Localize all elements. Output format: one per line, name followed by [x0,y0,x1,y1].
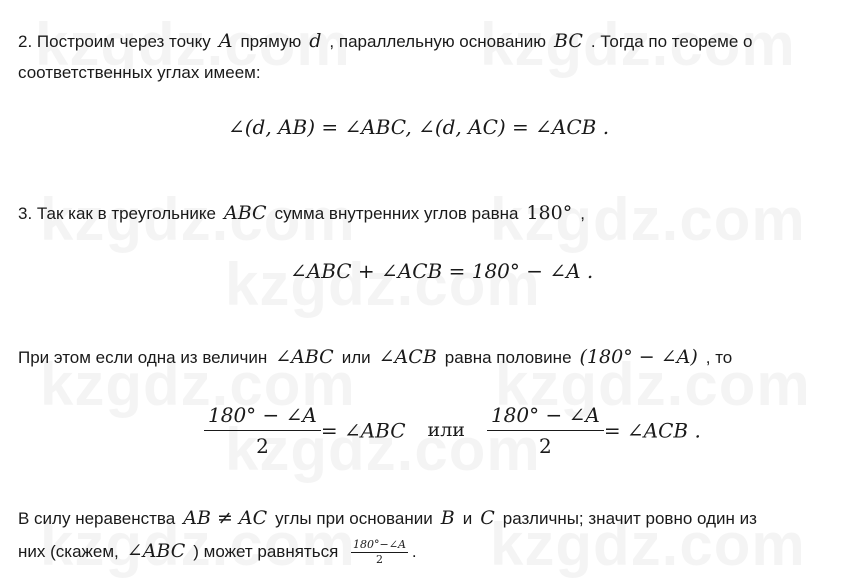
fraction [204,402,321,459]
text: . [411,542,417,561]
inline-fraction [351,539,408,566]
text: сумма внутренних углов равна [274,204,519,223]
text: В силу неравенства [18,509,176,528]
text: них (скажем, [18,542,119,561]
text: равна половине [444,348,572,367]
text: , то [705,348,733,367]
paragraph-5-line-2 [18,536,417,567]
text: , [580,204,585,223]
math-inline: ∠ABC [126,540,186,562]
fraction-denominator: 2 [539,434,552,458]
paragraph-5-line-1 [18,507,757,530]
connector-word: или [427,419,465,441]
math-inline: B [440,507,455,529]
text: 2. Построим через точку [18,32,211,51]
equation-rhs: = ∠ABC [320,418,406,443]
paragraph-4 [18,346,732,369]
fraction [487,402,604,459]
math-inline: AB ≠ AC [183,507,268,529]
paragraph-2-line-1 [18,30,753,53]
equation-3 [204,402,701,459]
math-inline: C [480,507,495,529]
paragraph-2-line-2: соответственных углах имеем: [18,63,261,82]
math-inline: ∠ACB [378,346,437,368]
math-inline: ABC [223,202,267,224]
math-inline: d [309,30,322,52]
math-inline: ∠ABC [275,346,334,368]
text: различны; значит ровно один из [502,509,757,528]
fraction-denominator: 2 [256,434,269,458]
equation-rhs: = ∠ACB . [603,418,701,443]
math-inline: 180° [526,202,573,224]
math-inline: BC [554,30,583,52]
math-inline: A [218,30,233,52]
fraction-numerator: 180° − ∠A [204,402,321,431]
fraction-numerator: 180°−∠A [353,538,406,552]
text: . Тогда по теореме о [590,32,753,51]
text: При этом если одна из величин [18,348,268,367]
equation-1: ∠(d, AB) = ∠ABC, ∠(d, AC) = ∠ACB . [228,115,610,139]
fraction-denominator: 2 [375,553,383,567]
text: и [462,509,473,528]
fraction-numerator: 180° − ∠A [487,402,604,431]
text: или [341,348,371,367]
text: , параллельную основанию [329,32,547,51]
text: ) может равняться [193,542,339,561]
paragraph-3 [18,202,585,225]
equation-2: ∠ABC + ∠ACB = 180° − ∠A . [290,259,594,283]
math-inline: (180° − ∠A) [579,346,698,368]
text: углы при основании [275,509,433,528]
text: 3. Так как в треугольнике [18,204,216,223]
text: прямую [240,32,302,51]
